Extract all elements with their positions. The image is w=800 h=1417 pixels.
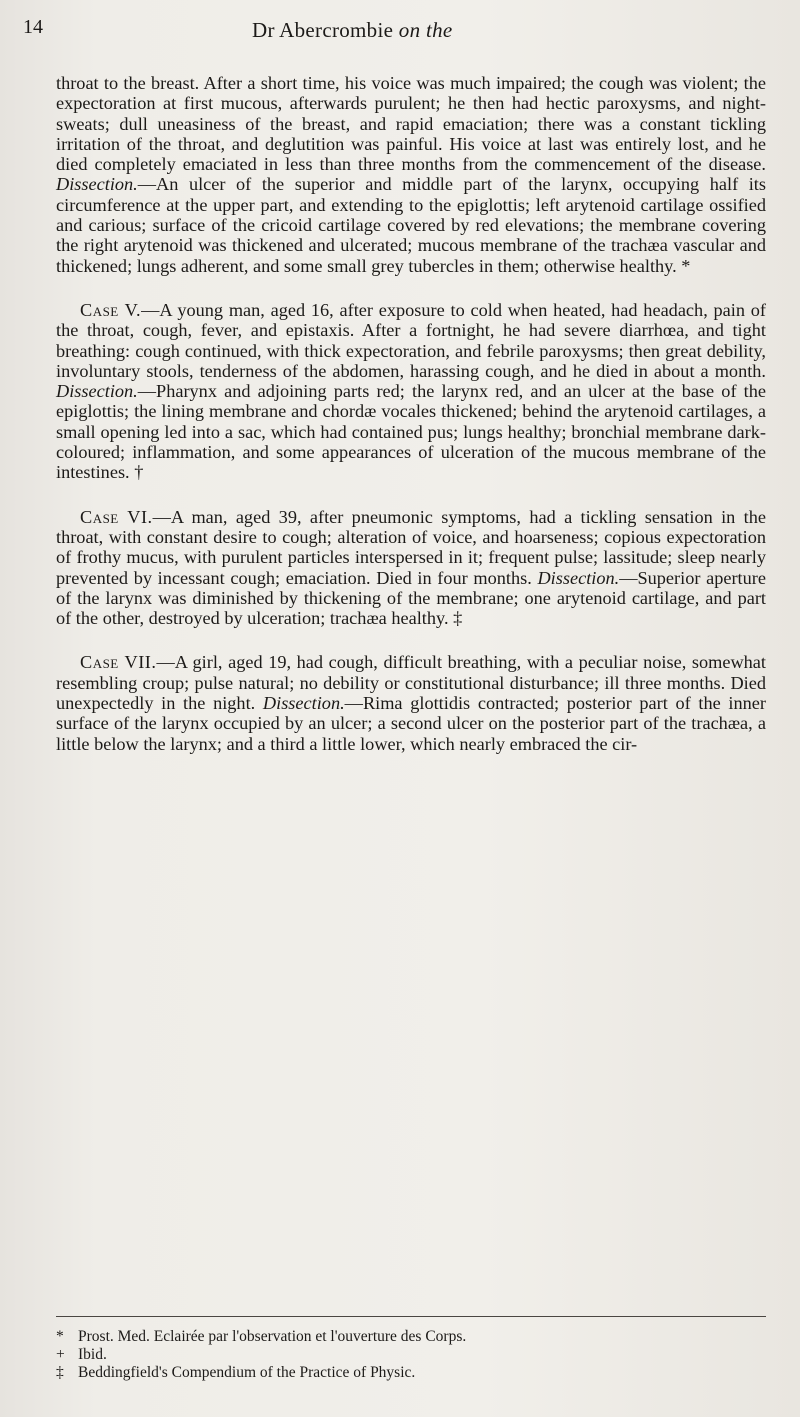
- dissection-label: Dissection.: [262, 693, 345, 714]
- footnote-text: Prost. Med. Eclairée par l'observation et l'ouverture des Corps.: [78, 1328, 467, 1345]
- footnote: [56, 1346, 766, 1364]
- paragraph-text: —A young man, aged 16, after exposure to cold when heated, had headach, pain of the throat, cough, fever, and epistaxis. After a fortnight, he had severe diarrhœa, and tight breathing: cough continued, with thick expectoration, and febrile paroxysms; then great debility, involuntary stools, tenderness of the abdomen, harassing cough, and he died in about a month.: [56, 299, 766, 381]
- dissection-label: Dissection.: [56, 174, 138, 195]
- case-label: Case V.: [80, 299, 142, 320]
- case-label: Case VII.: [80, 652, 157, 673]
- footnote-mark: *: [56, 1328, 64, 1345]
- footnote-mark: ‡: [56, 1364, 64, 1381]
- paragraph-text: —An ulcer of the superior and middle part of the larynx, occupying half its circumference at the upper part, and extending to the epiglottis; left arytenoid cartilage ossified and carious; surface of the cricoid cartilage covered by red elevations; the membrane covering the right arytenoid was thickened and ulcerated; mucous membrane of the trachæa vascular and thickened; lungs adherent, and some small grey tubercles in them; otherwise healthy. *: [56, 174, 766, 276]
- paragraph-text: throat to the breast. After a short time, his voice was much impaired; the cough was violent; the expectoration at first mucous, afterwards purulent; he then had hectic paroxysms, and night-sweats; dull uneasiness of the breast, and rapid emaciation; there was a constant tickling irritation of the throat, and deglutition was painful. His voice at last was entirely lost, and he died completely emaciated in less than three months from the commencement of the disease.: [56, 73, 766, 175]
- footnotes: [56, 1328, 766, 1382]
- footnote: [56, 1328, 766, 1346]
- footnote-rule: [56, 1316, 766, 1317]
- footnote-mark: +: [56, 1346, 65, 1363]
- page-number: 14: [23, 16, 43, 38]
- paragraph-text: —A girl, aged 19, had cough, difficult breathing, with a peculiar noise, somewhat resembling croup; pulse natural; no debility or constitutional disturbance; ill three months. Died unexpectedly in the night.: [56, 652, 766, 714]
- paragraph-continuation: [56, 73, 766, 276]
- dissection-label: Dissection.: [56, 381, 138, 402]
- body-text: [56, 73, 766, 754]
- running-head-italic: on the: [398, 18, 453, 42]
- paragraph-text: —Rima glottidis contracted; posterior part of the inner surface of the larynx occupied by an ulcer; a second ulcer on the posterior part of the trachæa, a little below the larynx; and a third a little lower, which nearly embraced the cir-: [56, 693, 766, 754]
- paragraph-text: —Superior aperture of the larynx was diminished by thickening of the membrane; one arytenoid cartilage, and part of the other, destroyed by ulceration; trachæa healthy. ‡: [56, 567, 766, 629]
- footnote-text: Ibid.: [78, 1346, 107, 1363]
- paragraph-case-vii: [56, 652, 766, 753]
- paragraph-text: —A man, aged 39, after pneumonic symptoms, had a tickling sensation in the throat, with constant desire to cough; alteration of voice, and hoarseness; copious expectoration of frothy mucus, with purulent particles interspersed in it; frequent pulse; lassitude; sleep nearly prevented by incessant cough; emaciation. Died in four months.: [56, 506, 766, 588]
- running-head-author: Dr Abercrombie: [252, 18, 399, 42]
- dissection-label: Dissection.: [537, 567, 620, 588]
- footnote: [56, 1364, 766, 1382]
- paragraph-case-vi: [56, 507, 766, 629]
- footnote-text: Beddingfield's Compendium of the Practice of Physic.: [78, 1364, 416, 1381]
- paragraph-text: —Pharynx and adjoining parts red; the larynx red, and an ulcer at the base of the epiglottis; the lining membrane and chordæ vocales thickened; behind the arytenoid cartilages, a small opening led into a sac, which had contained pus; lungs healthy; bronchial membrane dark-coloured; inflammation, and some appearances of ulceration of the mucous membrane of the intestines. †: [56, 381, 766, 483]
- case-label: Case VI.: [80, 506, 153, 527]
- paragraph-case-v: [56, 300, 766, 483]
- running-head: [252, 18, 453, 43]
